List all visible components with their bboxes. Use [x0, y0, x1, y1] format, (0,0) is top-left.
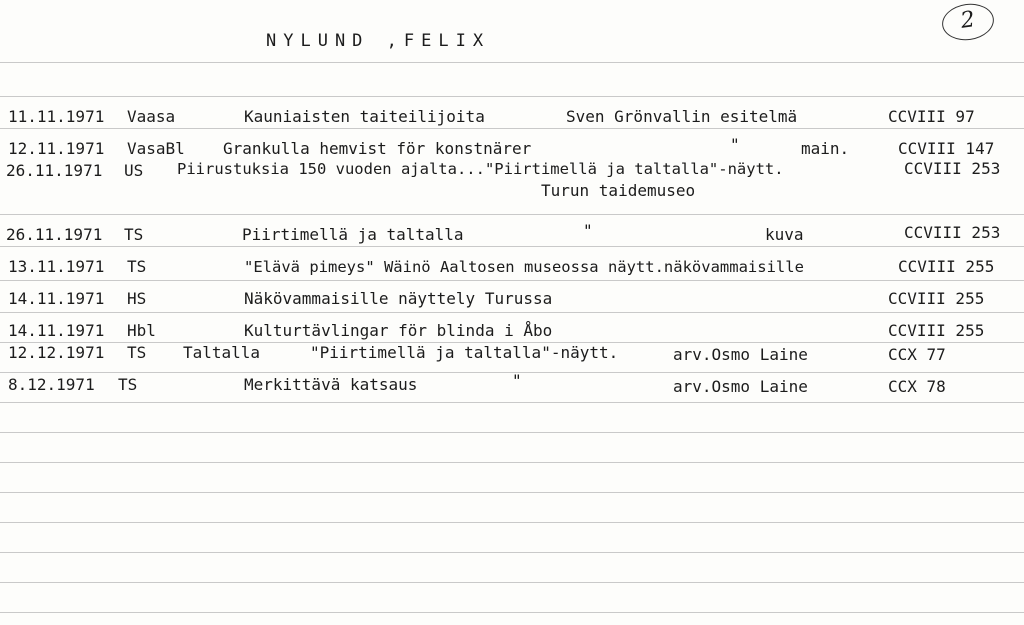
entry-ref: CCVIII 255: [888, 321, 985, 340]
entry-paper: Hbl: [127, 321, 156, 340]
entry-title: Merkittävä katsaus: [244, 375, 418, 394]
entry-title: Grankulla hemvist för konstnärer: [223, 139, 532, 158]
entry-paper: TS: [124, 225, 144, 244]
entry-paper: US: [124, 161, 144, 180]
entry-ditto: ": [730, 135, 740, 154]
entry-title: "Elävä pimeys" Wäinö Aaltosen museossa näytt.näkövammaisille: [244, 258, 804, 276]
entry-title-continuation: Turun taidemuseo: [541, 181, 696, 200]
entry-paper: TS: [118, 375, 138, 394]
entry-paper: HS: [127, 289, 147, 308]
entry-note: Sven Grönvallin esitelmä: [566, 107, 798, 126]
entry-date: 8.12.1971: [8, 375, 95, 394]
entry-date: 14.11.1971: [8, 289, 105, 308]
entry-date: 12.12.1971: [8, 343, 105, 362]
entry-paper: TS: [127, 257, 147, 276]
entry-title: Kulturtävlingar för blinda i Åbo: [244, 321, 553, 340]
entry-title: Taltalla: [183, 343, 261, 362]
entry-title: Näkövammaisille näyttely Turussa: [244, 289, 553, 308]
entry-note: kuva: [765, 225, 804, 244]
entry-note: arv.Osmo Laine: [673, 345, 808, 364]
card-number: 2: [959, 7, 977, 34]
entry-title: Kauniaisten taiteilijoita: [244, 107, 485, 126]
entry-note: arv.Osmo Laine: [673, 377, 808, 396]
card-name: NYLUND ,FELIX: [266, 31, 491, 51]
entry-ref: CCX 78: [888, 377, 946, 396]
entry-date: 12.11.1971: [8, 139, 105, 158]
entry-ditto: ": [583, 221, 593, 240]
entry-ref: CCVIII 253: [904, 223, 1001, 242]
card-number-circle: [940, 1, 997, 44]
entry-ref: CCVIII 97: [888, 107, 975, 126]
entry-title: Piirtimellä ja taltalla: [242, 225, 464, 244]
entry-note: main.: [801, 139, 850, 158]
entry-ditto: ": [512, 371, 522, 390]
entry-date: 13.11.1971: [8, 257, 105, 276]
entry-subtitle: "Piirtimellä ja taltalla"-näytt.: [310, 343, 619, 362]
entry-ref: CCVIII 255: [898, 257, 995, 276]
entry-title: Piirustuksia 150 vuoden ajalta..."Piirtimellä ja taltalla"-näytt.: [177, 160, 784, 178]
entry-date: 26.11.1971: [6, 225, 103, 244]
entry-date: 11.11.1971: [8, 107, 105, 126]
entry-ref: CCVIII 255: [888, 289, 985, 308]
entry-paper: VasaBl: [127, 139, 185, 158]
entry-ref: CCVIII 253: [904, 159, 1001, 178]
entry-paper: TS: [127, 343, 147, 362]
entry-ref: CCX 77: [888, 345, 946, 364]
entry-date: 14.11.1971: [8, 321, 105, 340]
entry-date: 26.11.1971: [6, 161, 103, 180]
entry-paper: Vaasa: [127, 107, 176, 126]
entry-ref: CCVIII 147: [898, 139, 995, 158]
